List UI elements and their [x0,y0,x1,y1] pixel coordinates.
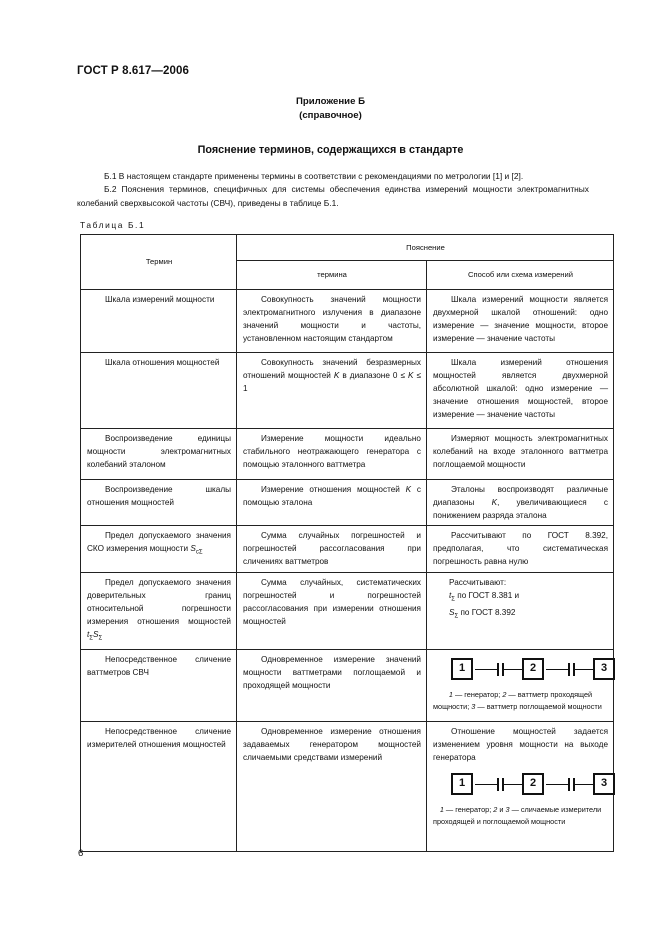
wattmeter-block: 3 [593,658,615,680]
explanation-cell: Измерение отношения мощностей K с помощью эталона [237,480,427,526]
generator-block: 1 [451,773,473,795]
header-of-term: термина [237,261,427,290]
table-row [81,572,614,649]
explanation-cell: Сумма случайных погрешностей и погрешностей рассогласования при сличениях ваттметров [237,526,427,572]
paragraph-b1-text: Б.1 В настоящем стандарте применены термины в соответствии с рекомендациями по метрологии [1] и [2]. [104,171,524,181]
term-cell: Предел допускаемого значения доверительных границ относительной погрешности измерения отношения мощностей $t_\Sigma S_\Sigma$ [81,572,237,649]
term-cell: Шкала отношения мощностей [81,353,237,429]
connector-icon [568,663,570,676]
method-cell: Эталоны воспроизводят различные диапазоны K, увеличивающиеся с понижением разряда эталона [427,480,614,526]
term-cell: Воспроизведение шкалы отношения мощностей [81,480,237,526]
method-text: Отношение мощностей задается изменением уровня мощности на выходе генератора [433,726,609,762]
meter-block: 2 [522,773,544,795]
header-method: Способ или схема измерений [427,261,614,290]
method-line: Рассчитывают: [449,577,507,587]
explanation-cell: Сумма случайных, систематических погрешностей и погрешностей рассогласования при измерении отношения мощностей [237,572,427,649]
diagram-legend: 1 — генератор; 2 и 3 — сличаемые измерители проходящей и поглощаемой мощности [433,804,602,826]
paragraph-b2-text: Б.2 Пояснения терминов, специфичных для системы обеспечения единства измерений мощности электромагнитных колебаний сверхвысокой частоты (СВЧ), приведены в таблице Б.1. [77,184,589,208]
section-title: Пояснение терминов, содержащихся в стандарте [197,144,464,156]
header-term: Термин [81,235,237,290]
wattmeter-block: 2 [522,658,544,680]
table-row [81,480,614,526]
explanation-cell: Совокупность значений безразмерных отношений мощностей K в диапазоне 0 ≤ K ≤ 1 [237,353,427,429]
paragraph-b1 [77,169,589,183]
table-row [81,353,614,429]
appendix-subtitle: (справочное) [299,110,362,121]
page-number: 6 [78,848,84,859]
document-header: ГОСТ Р 8.617—2006 [77,65,189,77]
circuit-diagram [443,655,608,685]
term-cell: Предел допускаемого значения СКО измерения мощности $S_{c\Sigma}$ [81,526,237,572]
table-caption: Таблица Б.1 [80,220,146,230]
connector-icon [497,778,499,791]
generator-block: 1 [451,658,473,680]
method-cell [427,721,614,851]
term-cell: Непосредственное сличение измерителей отношения мощностей [81,721,237,851]
method-cell [427,572,614,649]
method-line: $S_\Sigma$ по ГОСТ 8.392 [449,608,516,621]
explanation-cell: Одновременное измерение отношения задаваемых генератором мощностей сличаемыми средствами измерений [237,721,427,851]
explanation-cell: Одновременное измерение значений мощности ваттметрами поглощаемой и проходящей мощности [237,649,427,721]
terms-table [80,234,614,852]
table-row [81,649,614,721]
term-cell: Воспроизведение единицы мощности электромагнитных колебаний эталоном [81,429,237,480]
connector-icon [497,663,499,676]
method-line: $t_\Sigma$ по ГОСТ 8.381 и [449,590,520,603]
table-row [81,526,614,572]
method-cell: Шкала измерений отношения мощностей является двухмерной абсолютной шкалой: одно измерение — значение отношения мощностей, второе измерение — значение частоты [427,353,614,429]
paragraph-b2 [77,182,589,210]
term-cell: Непосредственное сличение ваттметров СВЧ [81,649,237,721]
method-cell: Измеряют мощность электромагнитных колебаний на входе эталонного ваттметра поглощаемой мощности [427,429,614,480]
diagram-legend: 1 — генератор; 2 — ваттметр проходящей мощности; 3 — ваттметр поглощаемой мощности [433,689,602,711]
appendix-title: Приложение Б [296,96,365,107]
explanation-cell: Измерение мощности идеально стабильного неотражающего генератора с помощью эталонного ваттметра [237,429,427,480]
method-cell: Шкала измерений мощности является двухмерной шкалой отношений: одно измерение — значение мощности, второе измерение — значение частоты [427,290,614,353]
table-row [81,290,614,353]
meter-block: 3 [593,773,615,795]
term-cell: Шкала измерений мощности [81,290,237,353]
explanation-cell: Совокупность значений мощности электромагнитного излучения в диапазоне значений мощности и частоты, установленном настоящим стандартом [237,290,427,353]
connector-icon [568,778,570,791]
circuit-diagram [443,770,608,800]
table-row [81,721,614,851]
method-cell [427,649,614,721]
method-cell: Рассчитывают по ГОСТ 8.392, предполагая, что систематическая погрешность равна нулю [427,526,614,572]
table-row [81,429,614,480]
header-explanation: Пояснение [237,235,614,261]
